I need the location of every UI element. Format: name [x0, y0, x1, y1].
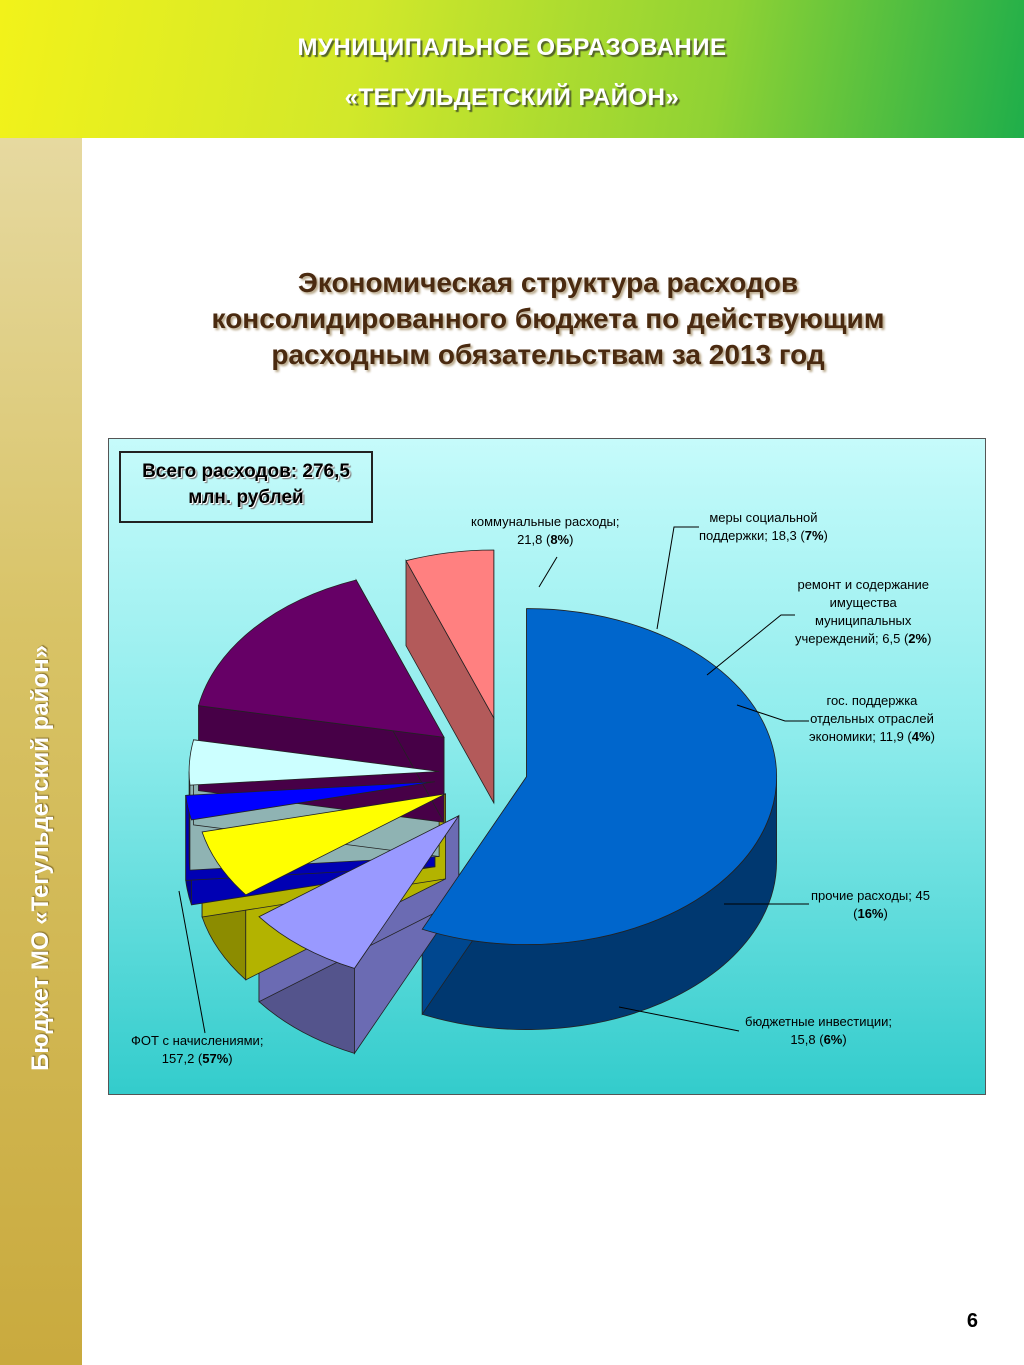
label-fot: ФОТ с начислениями; 157,2 (57%)	[131, 1033, 264, 1066]
label-rem: ремонт и содержание имущества муниципальных учереждений; 6,5 (2%)	[795, 577, 932, 646]
leader-line-soc	[657, 527, 699, 629]
sidebar	[0, 138, 82, 1365]
label-komm: коммунальные расходы; 21,8 (8%)	[471, 514, 620, 547]
chart-title	[110, 265, 986, 373]
leader-line-invest	[619, 1007, 739, 1031]
leader-line-rem	[707, 615, 795, 675]
leader-line-komm	[539, 557, 557, 587]
leader-line-fot	[179, 891, 205, 1033]
chart-title-line-2: консолидированного бюджета по действующим	[211, 303, 885, 334]
label-proch: прочие расходы; 45 (16%)	[811, 888, 930, 921]
label-invest: бюджетные инвестиции; 15,8 (6%)	[745, 1014, 893, 1047]
header-line-2: «ТЕГУЛЬДЕТСКИЙ РАЙОН»	[344, 84, 680, 111]
page-number: 6	[966, 1310, 978, 1332]
chart-title-line-3: расходным обязательствам за 2013 год	[271, 339, 825, 370]
header-banner	[0, 0, 1024, 138]
header-line-1: МУНИЦИПАЛЬНОЕ ОБРАЗОВАНИЕ	[297, 34, 727, 61]
total-expenses-line-2: млн. рублей	[188, 487, 304, 508]
label-soc: меры социальной поддержки; 18,3 (7%)	[699, 510, 828, 543]
sidebar-vertical-text: Бюджет МО «Тегульдетский район»	[27, 645, 54, 1071]
pie-chart-area	[108, 438, 986, 1095]
chart-title-line-1: Экономическая структура расходов	[297, 267, 799, 298]
label-gos: гос. поддержка отдельных отраслей экономики; 11,9 (4%)	[809, 693, 935, 744]
total-expenses-line-1: Всего расходов: 276,5	[142, 461, 350, 482]
total-expenses-box	[119, 451, 373, 523]
